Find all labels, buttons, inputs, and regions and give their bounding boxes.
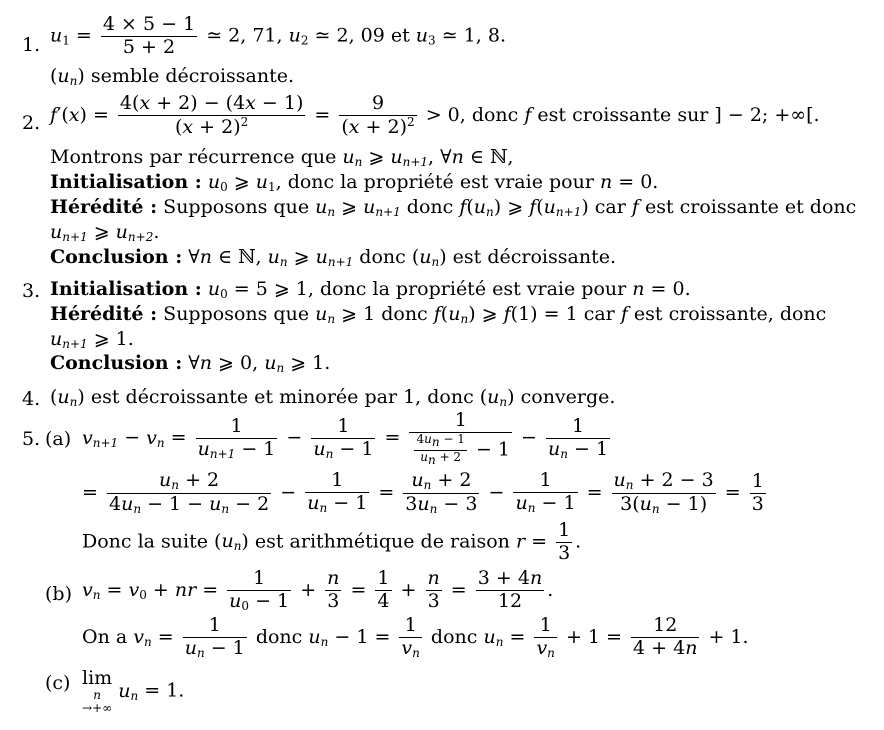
line-1b: $(u_n)$ semble décroissante.	[50, 65, 295, 88]
item-number-2: 2.	[22, 112, 41, 134]
line-5c: Donc la suite $(u_n)$ est arithmétique de raison r = $\frac{1}{3}$ .	[82, 519, 582, 564]
line-5b: = $\frac{u_n + 2}{4u_n - 1 - u_n - 2}$ − $\frac{1}{u_n - 1}$ = $\frac{u_n + 2}{3u_n - 3}$ − $\frac{1}{u_n - 1}$ = $\frac{u_n + 2 - 3}{3(u_n - 1)}$ = $\frac{1}{3}$	[82, 469, 764, 516]
line-3b: Hérédité : Supposons que $u_n$ ⩾ 1 donc $f(u_n)$ ⩾ f(1) = 1 car f est croissante, donc	[50, 303, 827, 326]
label-heredite: Hérédité :	[50, 303, 158, 325]
line-2f: Conclusion : ∀n ∈ ℕ, $u_n$ ⩾ $u_{n+1}$ donc $(u_n)$ est décroissante.	[50, 246, 616, 269]
sub-label-b: (b)	[45, 583, 72, 605]
item-number-5: 5.	[22, 428, 41, 450]
line-3c: $u_{n+1}$ ⩾ 1.	[50, 328, 134, 351]
label-initialisation: Initialisation :	[50, 171, 202, 193]
item-number-1: 1.	[22, 34, 41, 56]
line-5f: lim n →+∞ $u_n = 1$.	[82, 667, 185, 716]
line-2a: f′(x) = $\frac{4(x + 2) - (4x - 1)}{(x + 2)^2}$ = $\frac{9}{(x + 2)^2}$ > 0, donc f est croissante sur ] − 2; +∞[.	[50, 92, 820, 138]
line-2b: Montrons par récurrence que $u_n$ ⩾ $u_{n+1}$, ∀n ∈ ℕ,	[50, 146, 514, 169]
line-3d: Conclusion : ∀n ⩾ 0, $u_n$ ⩾ 1.	[50, 352, 331, 375]
label-heredite: Hérédité :	[50, 196, 158, 218]
item-number-3: 3.	[22, 280, 41, 302]
line-5d: $v_n = v_0$ + nr = $\frac{1}{u_0 - 1}$ + $\frac{n}{3}$ = $\frac{1}{4}$ + $\frac{n}{3}$ = $\frac{3 + 4n}{12}$ .	[82, 567, 554, 613]
line-2e: $u_{n+1}$ ⩾ $u_{n+2}$.	[50, 221, 160, 244]
label-conclusion: Conclusion :	[50, 246, 183, 268]
item-number-4: 4.	[22, 388, 41, 410]
line-5a: $v_{n+1} - v_n$ = $\frac{1}{u_{n+1} - 1}$ − $\frac{1}{u_n - 1}$ = 1 $\frac{4u_n - 1}{u_n + 2}$ − 1 − $\frac{1}{u_n - 1}$	[82, 409, 609, 467]
sub-label-c: (c)	[45, 672, 71, 694]
label-conclusion: Conclusion :	[50, 352, 183, 374]
line-1a: $u_1$ = $\frac{4 \times 5 - 1}{5 + 2}$ ≃ 2, 71, $u_2$ ≃ 2, 09 et $u_3$ ≃ 1, 8.	[50, 13, 506, 58]
line-5e: On a $v_n$ = $\frac{1}{u_n - 1}$ donc $u_n - 1$ = $\frac{1}{v_n}$ donc $u_n$ = $\frac{1}{v_n}$ + 1 = $\frac{12}{4 + 4n}$ + 1.	[82, 614, 749, 660]
line-2c: Initialisation : $u_0$ ⩾ $u_1$, donc la propriété est vraie pour n = 0.	[50, 171, 659, 194]
label-initialisation: Initialisation :	[50, 278, 202, 300]
line-4a: $(u_n)$ est décroissante et minorée par 1, donc $(u_n)$ converge.	[50, 386, 616, 409]
line-3a: Initialisation : $u_0 = 5$ ⩾ 1, donc la propriété est vraie pour n = 0.	[50, 278, 691, 301]
sub-label-a: (a)	[45, 428, 72, 450]
line-2d: Hérédité : Supposons que $u_n$ ⩾ $u_{n+1}$ donc $f(u_n)$ ⩾ $f(u_{n+1})$ car f est croissante et donc	[50, 196, 857, 219]
